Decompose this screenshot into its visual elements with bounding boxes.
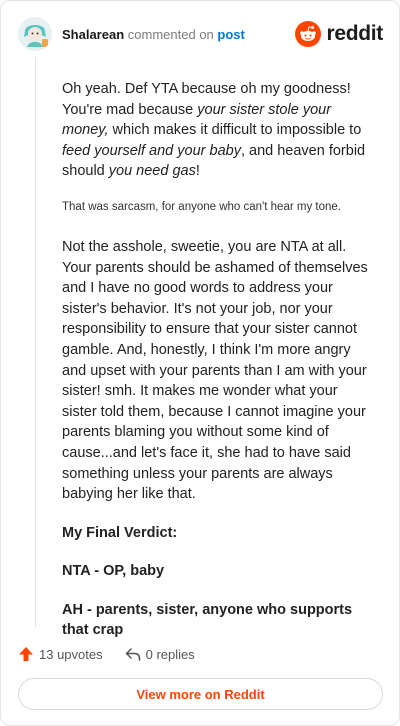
- comment-paragraph-2: That was sarcasm, for anyone who can't hear my tone.: [62, 200, 341, 213]
- avatar-illustration-icon: [18, 17, 52, 51]
- replies-button[interactable]: [125, 646, 195, 662]
- comment-body: [62, 79, 374, 641]
- upvote-count: 13 upvotes: [39, 646, 103, 662]
- reddit-brand[interactable]: [295, 20, 383, 48]
- upvote-arrow-icon: [18, 646, 34, 662]
- comment-actions: [18, 644, 195, 664]
- user-avatar[interactable]: [18, 17, 52, 51]
- byline-verb: commented on: [127, 27, 214, 42]
- reddit-wordmark: reddit: [326, 22, 383, 45]
- p1-text-4: !: [195, 163, 200, 180]
- reply-count: 0 replies: [145, 646, 195, 662]
- thread-line: [35, 57, 36, 627]
- p1-emphasis-1: your sister stole your money,: [62, 101, 332, 139]
- comment-paragraph-1: [62, 79, 374, 182]
- p1-emphasis-2: feed yourself and your baby: [62, 142, 241, 159]
- comment-paragraph-3: Not the asshole, sweetie, you are NTA at all. Your parents should be ashamed of themselves and I have no good words to address your sister's behavior. It's not your job, nor your responsibility to ensure that your sister cannot gamble. And, honestly, I think I'm more angry and upset with your parents than I am with your sister! smh. It makes me wonder what your sister told them, because I cannot imagine your parents blaming you without some kind of cause...and let's face it, she had to have said something unless your parents are always babying her like that.: [62, 238, 368, 503]
- comment-paragraph-6: AH - parents, sister, anyone who supports that crap: [62, 601, 353, 639]
- comment-header: [18, 17, 383, 51]
- comment-paragraph-4: My Final Verdict:: [62, 524, 178, 541]
- p1-emphasis-3: you need gas: [108, 163, 196, 180]
- username-link[interactable]: Shalarean: [62, 27, 125, 42]
- reply-arrow-icon: [125, 646, 141, 662]
- view-more-button[interactable]: View more on Reddit: [18, 678, 383, 710]
- comment-paragraph-5: NTA - OP, baby: [62, 563, 165, 580]
- p1-text-3: , and heaven forbid should: [62, 142, 366, 180]
- p1-text-2: which makes it difficult to impossible to: [108, 122, 362, 139]
- p1-text-1: Oh yeah. Def YTA because oh my goodness! You're mad because: [62, 81, 351, 118]
- reddit-logo-icon: [295, 21, 321, 47]
- upvote-button[interactable]: [18, 646, 103, 662]
- post-link[interactable]: post: [217, 27, 245, 42]
- comment-byline: [62, 27, 245, 42]
